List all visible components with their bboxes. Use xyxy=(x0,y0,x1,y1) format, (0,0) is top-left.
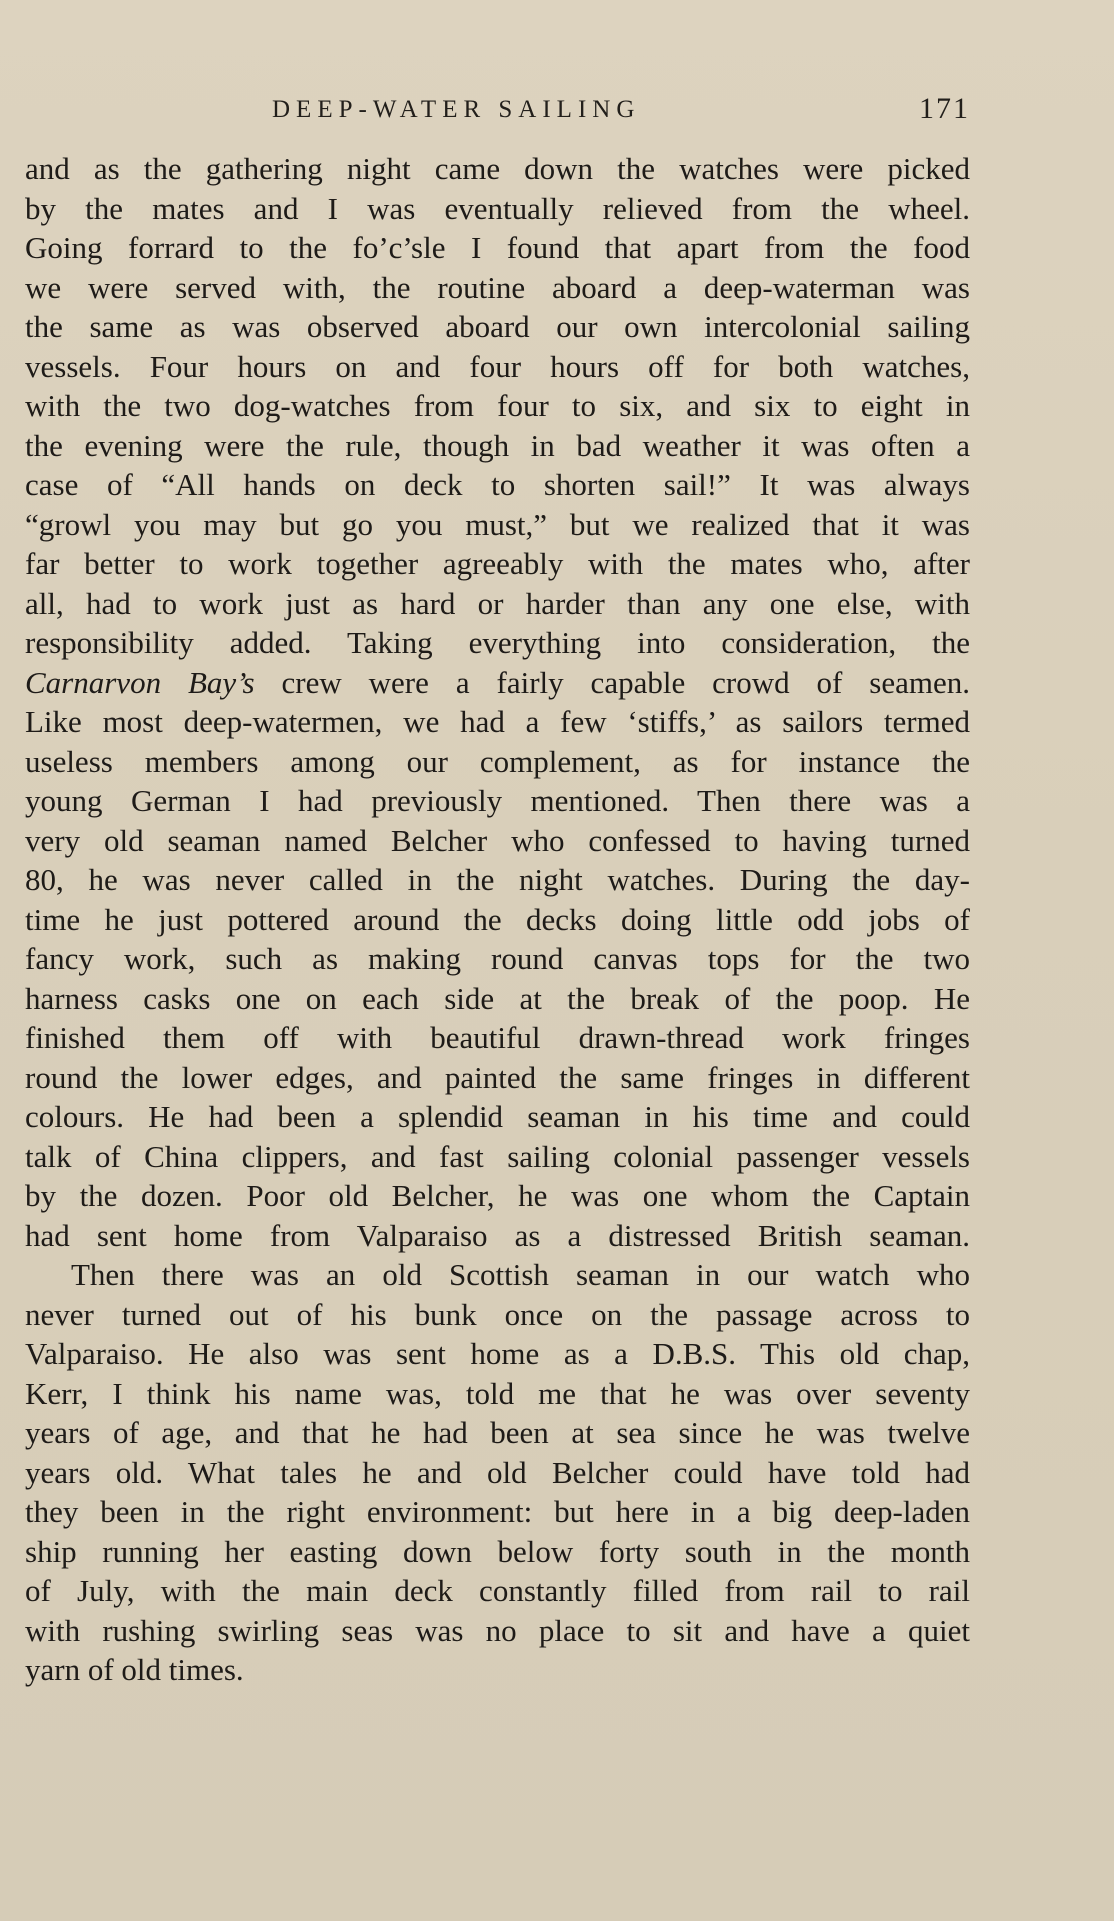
paragraph-start-line: Then there was an old Scottish seaman in our watch who xyxy=(71,1257,970,1292)
text-line: years old. What tales he and old Belcher could have told had xyxy=(25,1454,970,1490)
text-line: of July, with the main deck constantly filled from rail to rail xyxy=(25,1573,970,1608)
text-line: Like most deep-watermen, we had a few ‘stiffs,’ as sailors termed xyxy=(25,704,970,739)
text-line: case of “All hands on deck to shorten sail!” It was always xyxy=(25,467,970,502)
text-line: fancy work, such as making round canvas tops for the two xyxy=(25,941,970,976)
text-line: never turned out of his bunk once on the passage across to xyxy=(25,1296,970,1332)
text-line: years of age, and that he had been at sea since he was twelve xyxy=(25,1415,970,1450)
text-line: Valparaiso. He also was sent home as a D.B.S. This old chap, xyxy=(25,1336,970,1371)
text-line: Going forrard to the fo’c’sle I found that apart from the food xyxy=(25,230,970,265)
text-line: ship running her easting down below forty south in the month xyxy=(25,1533,970,1569)
text-line: the evening were the rule, though in bad weather it was often a xyxy=(25,427,970,463)
text-line: the same as was observed aboard our own intercolonial sailing xyxy=(25,309,970,344)
page-number: 171 xyxy=(919,92,970,125)
paragraph-end-line: yarn of old times. xyxy=(25,1652,244,1687)
text-line: by the dozen. Poor old Belcher, he was one whom the Captain xyxy=(25,1178,970,1213)
text-line: time he just pottered around the decks doing little odd jobs of xyxy=(25,901,970,937)
text-line: harness casks one on each side at the break of the poop. He xyxy=(25,980,970,1016)
text-line: useless members among our complement, as for instance the xyxy=(25,743,970,779)
ship-name-italic: Carnarvon Bay’s xyxy=(25,664,255,700)
running-head-title: DEEP-WATER SAILING xyxy=(272,96,641,123)
text-line: colours. He had been a splendid seaman in his time and could xyxy=(25,1099,970,1134)
text-line: “growl you may but go you must,” but we realized that it was xyxy=(25,506,970,542)
text-line: with the two dog-watches from four to six, and six to eight in xyxy=(25,388,970,423)
body-text xyxy=(25,149,970,1690)
text-line: far better to work together agreeably with the mates who, after xyxy=(25,546,970,581)
text-line: young German I had previously mentioned. Then there was a xyxy=(25,783,970,818)
text-line: Kerr, I think his name was, told me that he was over seventy xyxy=(25,1375,970,1411)
text-line: by the mates and I was eventually relieved from the wheel. xyxy=(25,190,970,226)
text-line: we were served with, the routine aboard a deep-waterman was xyxy=(25,269,970,305)
text-line-rest: crew were a fairly capable crowd of seamen. xyxy=(254,664,970,700)
text-line: round the lower edges, and painted the same fringes in different xyxy=(25,1059,970,1095)
text-line: vessels. Four hours on and four hours off for both watches, xyxy=(25,348,970,384)
text-line: finished them off with beautiful drawn-thread work fringes xyxy=(25,1020,970,1055)
text-line: very old seaman named Belcher who confessed to having turned xyxy=(25,822,970,858)
text-line: responsibility added. Taking everything into consideration, the xyxy=(25,625,970,660)
text-line: talk of China clippers, and fast sailing colonial passenger vessels xyxy=(25,1138,970,1174)
text-line: with rushing swirling seas was no place to sit and have a quiet xyxy=(25,1612,970,1648)
text-line: 80, he was never called in the night watches. During the day- xyxy=(25,862,970,897)
text-line-with-italic-ship-name xyxy=(25,663,970,703)
text-line: they been in the right environment: but here in a big deep-laden xyxy=(25,1494,970,1529)
text-line: had sent home from Valparaiso as a distressed British seaman. xyxy=(25,1217,970,1253)
text-line: all, had to work just as hard or harder than any one else, with xyxy=(25,585,970,621)
text-line: and as the gathering night came down the watches were picked xyxy=(25,151,970,186)
